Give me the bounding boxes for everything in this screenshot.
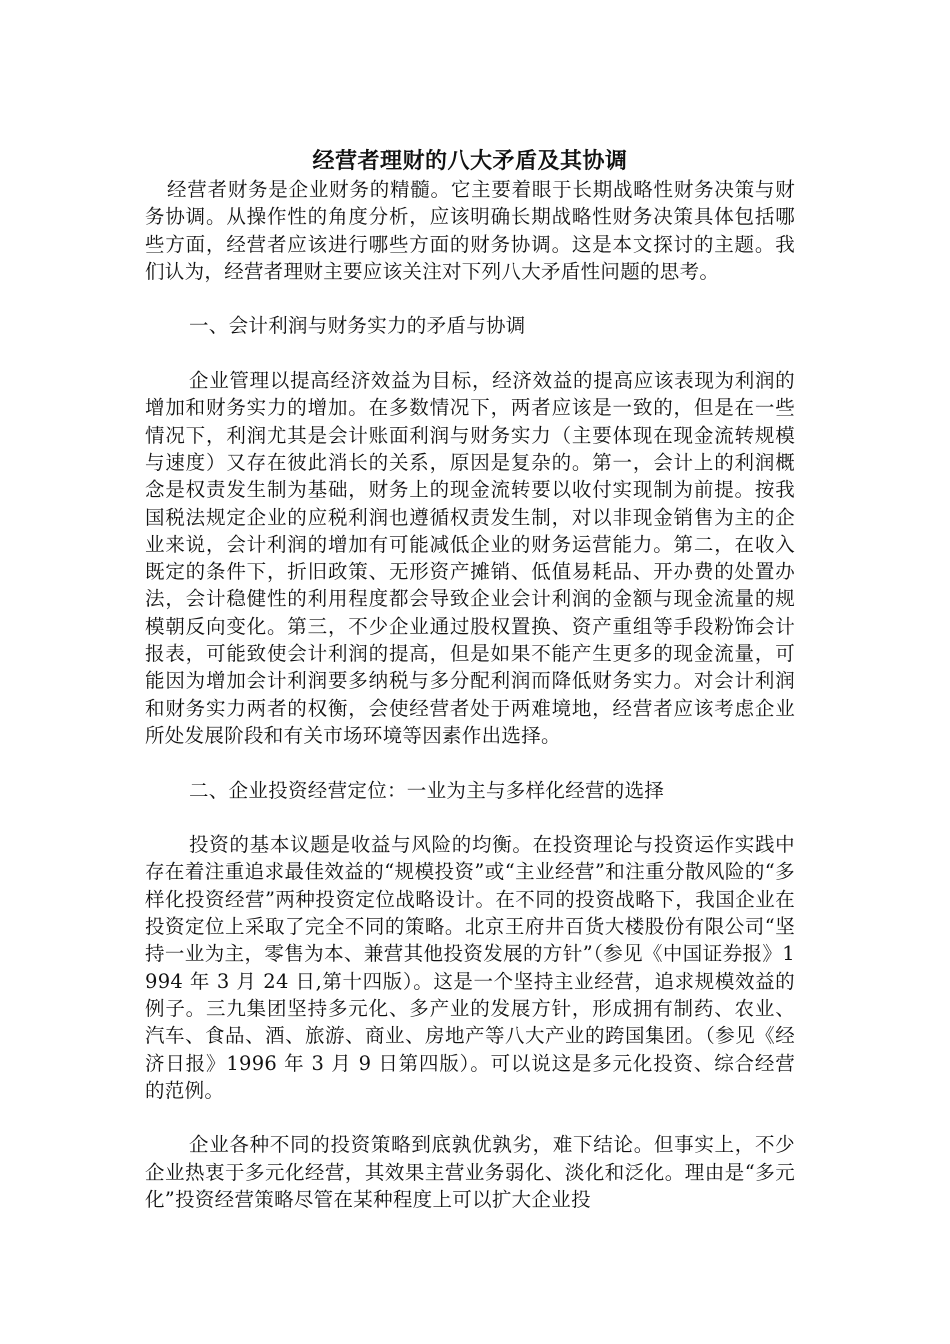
section-1-paragraph: 企业管理以提高经济效益为目标，经济效益的提高应该表现为利润的增加和财务实力的增加。在多数情况下，两者应该是一致的，但是在一些情况下，利润尤其是会计账面利润与财务实力（主要体现在现金流转规模与速度）又存在彼此消长的关系，原因是复杂的。第一，会计上的利润概念是权责发生制为基础，财务上的现金流转要以收付实现制为前提。按我国税法规定企业的应税利润也遵循权责发生制，对以非现金销售为主的企业来说，会计利润的增加有可能减低企业的财务运营能力。第二，在收入既定的条件下，折旧政策、无形资产摊销、低值易耗品、开办费的处置办法，会计稳健性的利用程度都会导致企业会计利润的金额与现金流量的规模朝反向变化。第三，不少企业通过股权置换、资产重组等手段粉饰会计报表，可能致使会计利润的提高，但是如果不能产生更多的现金流量，可能因为增加会计利润要多纳税与多分配利润而降低财务实力。对会计利润和财务实力两者的权衡，会使经营者处于两难境地，经营者应该考虑企业所处发展阶段和有关市场环境等因素作出选择。 xyxy=(145,369,795,747)
paragraph-gap xyxy=(145,804,795,831)
section-2-paragraph-1: 投资的基本议题是收益与风险的均衡。在投资理论与投资运作实践中存在着注重追求最佳效益的“规模投资”或“主业经营”和注重分散风险的“多样化投资经营”两种投资定位战略设计。在不同的投资战略下，我国企业在投资定位上采取了完全不同的策略。北京王府井百货大楼股份有限公司“坚持一业为主，零售为本、兼营其他投资发展的方针”（参见《中国证券报》1994 年 3 月 24 日,第十四版）。这是一个坚持主业经营，追求规模效益的例子。三九集团坚持多元化、多产业的发展方针，形成拥有制药、农业、汽车、食品、酒、旅游、商业、房地产等八大产业的跨国集团。（参见《经济日报》1996 年 3 月 9 日第四版）。可以说这是多元化投资、综合经营的范例。 xyxy=(145,833,795,1102)
document-title: 经营者理财的八大矛盾及其协调 xyxy=(312,148,628,174)
document-body xyxy=(145,146,795,1213)
section-2-heading: 二、企业投资经营定位：一业为主与多样化经营的选择 xyxy=(189,778,665,802)
section-2-paragraph-2: 企业各种不同的投资策略到底孰优孰劣，难下结论。但事实上，不少企业热衷于多元化经营，其效果主营业务弱化、淡化和泛化。理由是“多元化”投资经营策略尽管在某种程度上可以扩大企业投 xyxy=(145,1133,795,1211)
paragraph-gap xyxy=(145,1104,795,1131)
paragraph-gap xyxy=(145,749,795,776)
intro-paragraph: 经营者财务是企业财务的精髓。它主要着眼于长期战略性财务决策与财务协调。从操作性的角度分析，应该明确长期战略性财务决策具体包括哪些方面，经营者应该进行哪些方面的财务协调。这是本文探讨的主题。我们认为，经营者理财主要应该关注对下列八大矛盾性问题的思考。 xyxy=(145,178,795,283)
paragraph-gap xyxy=(145,285,795,312)
paragraph-gap xyxy=(145,340,795,367)
section-1-heading: 一、会计利润与财务实力的矛盾与协调 xyxy=(189,314,526,338)
